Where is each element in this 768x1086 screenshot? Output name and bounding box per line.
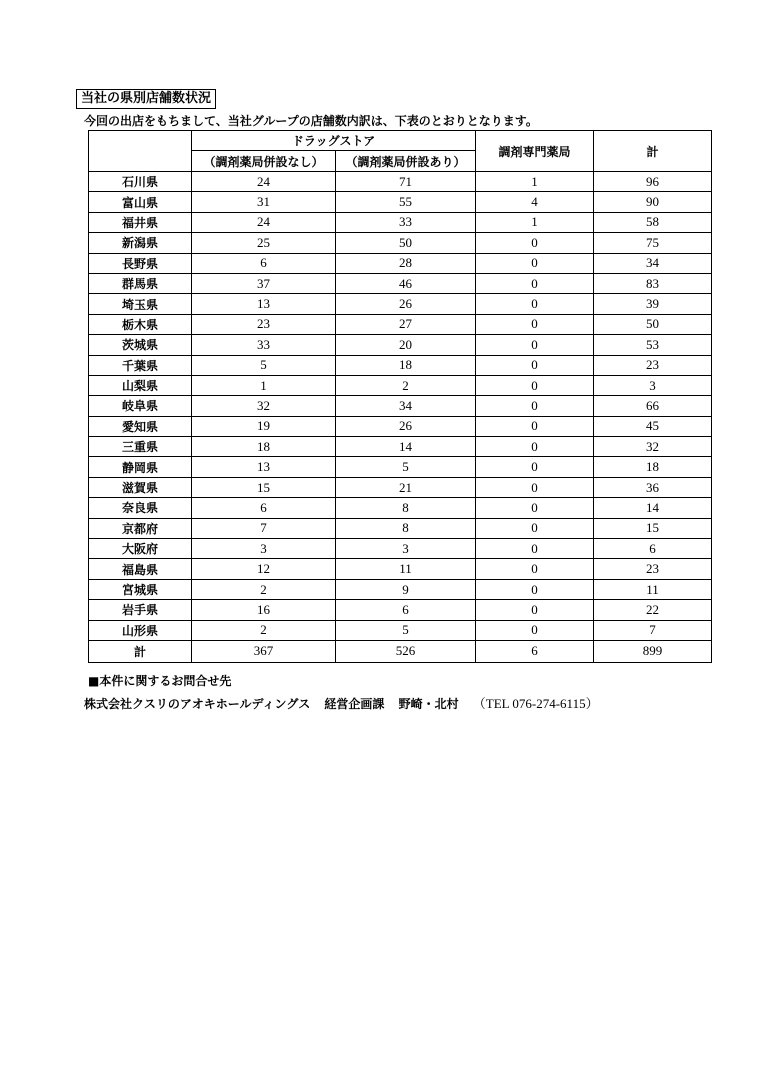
- pharmacy-only-count-cell: 0: [476, 457, 594, 477]
- page-heading: 当社の県別店舗数状況: [76, 89, 216, 109]
- table-row: [89, 620, 712, 640]
- no-pharmacy-count-cell: 23: [192, 314, 336, 334]
- total-count-cell: 15: [594, 518, 712, 538]
- with-pharmacy-count-cell: 33: [336, 212, 476, 232]
- no-pharmacy-count-cell: 12: [192, 559, 336, 579]
- no-pharmacy-count-cell: 7: [192, 518, 336, 538]
- prefecture-cell: 福井県: [89, 212, 192, 232]
- prefecture-cell: 富山県: [89, 192, 192, 212]
- prefecture-cell: 茨城県: [89, 335, 192, 355]
- total-count-cell: 18: [594, 457, 712, 477]
- prefecture-cell: 計: [89, 640, 192, 662]
- pharmacy-only-header: 調剤専門薬局: [476, 131, 594, 172]
- no-pharmacy-count-cell: 25: [192, 233, 336, 253]
- pharmacy-only-count-cell: 0: [476, 539, 594, 559]
- total-count-cell: 45: [594, 416, 712, 436]
- total-row: [89, 640, 712, 662]
- table-row: [89, 539, 712, 559]
- no-pharmacy-count-cell: 3: [192, 539, 336, 559]
- table-row: [89, 172, 712, 192]
- with-pharmacy-count-cell: 46: [336, 273, 476, 293]
- with-pharmacy-header: （調剤薬局併設あり）: [336, 151, 476, 172]
- pharmacy-only-count-cell: 0: [476, 375, 594, 395]
- total-count-cell: 90: [594, 192, 712, 212]
- table-row: [89, 355, 712, 375]
- prefecture-cell: 大阪府: [89, 539, 192, 559]
- table-row: [89, 233, 712, 253]
- with-pharmacy-count-cell: 526: [336, 640, 476, 662]
- table-row: [89, 498, 712, 518]
- pharmacy-only-count-cell: 0: [476, 396, 594, 416]
- prefecture-cell: 三重県: [89, 437, 192, 457]
- prefecture-cell: 福島県: [89, 559, 192, 579]
- with-pharmacy-count-cell: 21: [336, 477, 476, 497]
- prefecture-cell: 新潟県: [89, 233, 192, 253]
- pharmacy-only-count-cell: 0: [476, 233, 594, 253]
- table-row: [89, 212, 712, 232]
- prefecture-cell: 千葉県: [89, 355, 192, 375]
- pharmacy-only-count-cell: 0: [476, 335, 594, 355]
- no-pharmacy-count-cell: 16: [192, 600, 336, 620]
- with-pharmacy-count-cell: 14: [336, 437, 476, 457]
- total-count-cell: 14: [594, 498, 712, 518]
- total-count-cell: 34: [594, 253, 712, 273]
- prefecture-cell: 京都府: [89, 518, 192, 538]
- contact-persons: 野崎・北村: [398, 697, 459, 711]
- table-row: [89, 314, 712, 334]
- table-row: [89, 437, 712, 457]
- no-pharmacy-count-cell: 18: [192, 437, 336, 457]
- contact-line: [84, 696, 609, 712]
- table-row: [89, 375, 712, 395]
- pharmacy-only-count-cell: 6: [476, 640, 594, 662]
- table-row: [89, 579, 712, 599]
- no-pharmacy-count-cell: 367: [192, 640, 336, 662]
- table-row: [89, 518, 712, 538]
- no-pharmacy-header: （調剤薬局併設なし）: [192, 151, 336, 172]
- with-pharmacy-count-cell: 28: [336, 253, 476, 273]
- prefecture-cell: 栃木県: [89, 314, 192, 334]
- table-row: [89, 477, 712, 497]
- table-row: [89, 600, 712, 620]
- prefecture-cell: 長野県: [89, 253, 192, 273]
- total-count-cell: 75: [594, 233, 712, 253]
- no-pharmacy-count-cell: 2: [192, 579, 336, 599]
- with-pharmacy-count-cell: 55: [336, 192, 476, 212]
- prefecture-cell: 山梨県: [89, 375, 192, 395]
- with-pharmacy-count-cell: 20: [336, 335, 476, 355]
- total-count-cell: 32: [594, 437, 712, 457]
- table-row: [89, 273, 712, 293]
- total-count-cell: 3: [594, 375, 712, 395]
- contact-department: 経営企画課: [324, 697, 385, 711]
- prefecture-cell: 岐阜県: [89, 396, 192, 416]
- pharmacy-only-count-cell: 0: [476, 600, 594, 620]
- with-pharmacy-count-cell: 6: [336, 600, 476, 620]
- no-pharmacy-count-cell: 5: [192, 355, 336, 375]
- intro-text: 今回の出店をもちまして、当社グループの店舗数内訳は、下表のとおりとなります。: [84, 114, 538, 128]
- pharmacy-only-count-cell: 0: [476, 437, 594, 457]
- with-pharmacy-count-cell: 9: [336, 579, 476, 599]
- no-pharmacy-count-cell: 24: [192, 212, 336, 232]
- pharmacy-only-count-cell: 0: [476, 620, 594, 640]
- total-count-cell: 899: [594, 640, 712, 662]
- with-pharmacy-count-cell: 18: [336, 355, 476, 375]
- pharmacy-only-count-cell: 0: [476, 416, 594, 436]
- table-row: [89, 294, 712, 314]
- total-count-cell: 83: [594, 273, 712, 293]
- no-pharmacy-count-cell: 2: [192, 620, 336, 640]
- total-count-cell: 23: [594, 559, 712, 579]
- prefecture-header: [89, 131, 192, 172]
- total-count-cell: 39: [594, 294, 712, 314]
- prefecture-cell: 奈良県: [89, 498, 192, 518]
- pharmacy-only-count-cell: 0: [476, 579, 594, 599]
- total-count-cell: 7: [594, 620, 712, 640]
- total-header: 計: [594, 131, 712, 172]
- contact-title: ■本件に関するお問合せ先: [88, 674, 232, 688]
- with-pharmacy-count-cell: 2: [336, 375, 476, 395]
- with-pharmacy-count-cell: 34: [336, 396, 476, 416]
- table-row: [89, 559, 712, 579]
- no-pharmacy-count-cell: 13: [192, 457, 336, 477]
- prefecture-cell: 滋賀県: [89, 477, 192, 497]
- pharmacy-only-count-cell: 0: [476, 253, 594, 273]
- pharmacy-only-count-cell: 1: [476, 212, 594, 232]
- with-pharmacy-count-cell: 26: [336, 416, 476, 436]
- store-count-table: [88, 130, 712, 663]
- table-row: [89, 396, 712, 416]
- with-pharmacy-count-cell: 5: [336, 457, 476, 477]
- pharmacy-only-count-cell: 0: [476, 294, 594, 314]
- prefecture-cell: 埼玉県: [89, 294, 192, 314]
- no-pharmacy-count-cell: 33: [192, 335, 336, 355]
- contact-company: 株式会社クスリのアオキホールディングス: [84, 697, 311, 711]
- no-pharmacy-count-cell: 13: [192, 294, 336, 314]
- with-pharmacy-count-cell: 5: [336, 620, 476, 640]
- pharmacy-only-count-cell: 0: [476, 314, 594, 334]
- pharmacy-only-count-cell: 4: [476, 192, 594, 212]
- contact-tel: （TEL 076-274-6115）: [472, 696, 599, 711]
- no-pharmacy-count-cell: 32: [192, 396, 336, 416]
- prefecture-cell: 群馬県: [89, 273, 192, 293]
- no-pharmacy-count-cell: 24: [192, 172, 336, 192]
- with-pharmacy-count-cell: 71: [336, 172, 476, 192]
- pharmacy-only-count-cell: 0: [476, 477, 594, 497]
- prefecture-cell: 岩手県: [89, 600, 192, 620]
- no-pharmacy-count-cell: 6: [192, 498, 336, 518]
- prefecture-cell: 山形県: [89, 620, 192, 640]
- with-pharmacy-count-cell: 50: [336, 233, 476, 253]
- no-pharmacy-count-cell: 1: [192, 375, 336, 395]
- pharmacy-only-count-cell: 0: [476, 498, 594, 518]
- prefecture-cell: 石川県: [89, 172, 192, 192]
- total-count-cell: 23: [594, 355, 712, 375]
- with-pharmacy-count-cell: 8: [336, 518, 476, 538]
- table-row: [89, 416, 712, 436]
- pharmacy-only-count-cell: 0: [476, 559, 594, 579]
- drugstore-group-header: ドラッグストア: [192, 131, 476, 151]
- total-count-cell: 66: [594, 396, 712, 416]
- table-row: [89, 253, 712, 273]
- total-count-cell: 11: [594, 579, 712, 599]
- total-count-cell: 58: [594, 212, 712, 232]
- pharmacy-only-count-cell: 0: [476, 273, 594, 293]
- total-count-cell: 36: [594, 477, 712, 497]
- total-count-cell: 6: [594, 539, 712, 559]
- table-row: [89, 192, 712, 212]
- with-pharmacy-count-cell: 27: [336, 314, 476, 334]
- pharmacy-only-count-cell: 0: [476, 355, 594, 375]
- with-pharmacy-count-cell: 26: [336, 294, 476, 314]
- no-pharmacy-count-cell: 37: [192, 273, 336, 293]
- with-pharmacy-count-cell: 11: [336, 559, 476, 579]
- table-row: [89, 335, 712, 355]
- prefecture-cell: 愛知県: [89, 416, 192, 436]
- with-pharmacy-count-cell: 8: [336, 498, 476, 518]
- total-count-cell: 22: [594, 600, 712, 620]
- pharmacy-only-count-cell: 1: [476, 172, 594, 192]
- with-pharmacy-count-cell: 3: [336, 539, 476, 559]
- table-row: [89, 457, 712, 477]
- pharmacy-only-count-cell: 0: [476, 518, 594, 538]
- no-pharmacy-count-cell: 19: [192, 416, 336, 436]
- no-pharmacy-count-cell: 31: [192, 192, 336, 212]
- total-count-cell: 96: [594, 172, 712, 192]
- prefecture-cell: 宮城県: [89, 579, 192, 599]
- total-count-cell: 50: [594, 314, 712, 334]
- total-count-cell: 53: [594, 335, 712, 355]
- no-pharmacy-count-cell: 6: [192, 253, 336, 273]
- no-pharmacy-count-cell: 15: [192, 477, 336, 497]
- prefecture-cell: 静岡県: [89, 457, 192, 477]
